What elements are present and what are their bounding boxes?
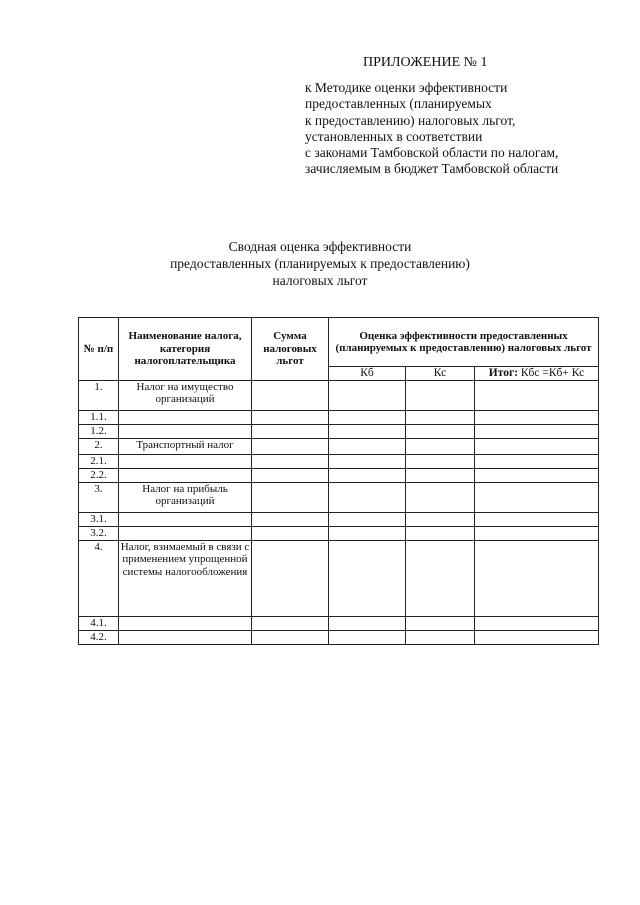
appendix-line: к Методике оценки эффективности (305, 80, 508, 96)
cell-kc (406, 616, 475, 630)
cell-kb (329, 482, 406, 512)
caption-line: Сводная оценка эффективности (228, 239, 412, 254)
cell-kc (406, 438, 475, 454)
cell-total (475, 512, 599, 526)
appendix-block (305, 55, 625, 177)
cell-kc (406, 630, 475, 644)
cell-sum (252, 380, 329, 410)
row-num: 3. (79, 482, 119, 512)
header-total-formula: Кбс =Кб+ Кс (518, 367, 585, 379)
table-row (79, 616, 599, 630)
row-name (119, 454, 252, 468)
cell-total (475, 540, 599, 616)
cell-kb (329, 410, 406, 424)
table-row (79, 630, 599, 644)
header-num: № п/п (79, 318, 119, 381)
cell-kb (329, 512, 406, 526)
cell-kb (329, 616, 406, 630)
cell-total (475, 630, 599, 644)
cell-kc (406, 468, 475, 482)
table-row (79, 424, 599, 438)
cell-kc (406, 424, 475, 438)
appendix-line: предоставленных (планируемых (305, 96, 492, 112)
cell-kc (406, 526, 475, 540)
table-row (79, 454, 599, 468)
header-total-label: Итог: (488, 367, 519, 379)
cell-kb (329, 380, 406, 410)
cell-total (475, 526, 599, 540)
row-name: Налог на прибыль организаций (119, 482, 252, 512)
table-row (79, 410, 599, 424)
cell-sum (252, 482, 329, 512)
cell-sum (252, 424, 329, 438)
caption-line: предоставленных (планируемых к предоставлению) (170, 256, 470, 271)
row-num: 2.2. (79, 468, 119, 482)
cell-sum (252, 410, 329, 424)
cell-total (475, 410, 599, 424)
row-name (119, 410, 252, 424)
caption-line: налоговых льгот (272, 273, 368, 288)
row-num: 1.2. (79, 424, 119, 438)
cell-kc (406, 512, 475, 526)
header-evaluation: Оценка эффективности предоставленных (планируемых к предоставлению) налоговых льгот (329, 318, 599, 367)
row-num: 2. (79, 438, 119, 454)
cell-total (475, 438, 599, 454)
cell-total (475, 468, 599, 482)
cell-kb (329, 424, 406, 438)
row-name (119, 630, 252, 644)
row-name (119, 424, 252, 438)
row-num: 2.1. (79, 454, 119, 468)
cell-total (475, 380, 599, 410)
cell-sum (252, 540, 329, 616)
appendix-line: к предоставлению) налоговых льгот, (305, 112, 516, 128)
table-row (79, 482, 599, 512)
cell-kb (329, 468, 406, 482)
row-num: 4.1. (79, 616, 119, 630)
cell-kb (329, 540, 406, 616)
cell-total (475, 616, 599, 630)
header-sum: Сумма налоговых льгот (252, 318, 329, 381)
cell-kb (329, 454, 406, 468)
appendix-line: с законами Тамбовской области по налогам, (305, 145, 559, 161)
row-name (119, 512, 252, 526)
cell-sum (252, 468, 329, 482)
cell-kc (406, 380, 475, 410)
appendix-line: зачисляемым в бюджет Тамбовской области (305, 161, 559, 177)
summary-table (78, 317, 599, 645)
table-row (79, 540, 599, 616)
row-name (119, 468, 252, 482)
row-name: Транспортный налог (119, 438, 252, 454)
table-row (79, 468, 599, 482)
cell-sum (252, 454, 329, 468)
cell-total (475, 482, 599, 512)
table-row (79, 526, 599, 540)
row-num: 4.2. (79, 630, 119, 644)
row-num: 4. (79, 540, 119, 616)
appendix-title: ПРИЛОЖЕНИЕ № 1 (363, 55, 488, 70)
row-num: 1. (79, 380, 119, 410)
header-kc: Кс (406, 367, 475, 381)
header-name: Наименование налога, категория налогоплательщика (119, 318, 252, 381)
header-total (475, 367, 599, 381)
row-name: Налог, взимаемый в связи с применением упрощенной системы налогообложения (119, 540, 252, 616)
table-row (79, 512, 599, 526)
row-name (119, 616, 252, 630)
table-row (79, 380, 599, 410)
cell-sum (252, 438, 329, 454)
cell-kc (406, 410, 475, 424)
cell-kb (329, 526, 406, 540)
cell-kb (329, 630, 406, 644)
cell-sum (252, 512, 329, 526)
header-kb: Кб (329, 367, 406, 381)
cell-kc (406, 540, 475, 616)
cell-sum (252, 526, 329, 540)
cell-kc (406, 482, 475, 512)
appendix-line: установленных в соответствии (305, 128, 483, 144)
cell-kb (329, 438, 406, 454)
cell-sum (252, 630, 329, 644)
row-num: 3.1. (79, 512, 119, 526)
row-name (119, 526, 252, 540)
table-row (79, 438, 599, 454)
table-caption (120, 238, 520, 289)
cell-total (475, 454, 599, 468)
row-name: Налог на имущество организаций (119, 380, 252, 410)
cell-total (475, 424, 599, 438)
row-num: 1.1. (79, 410, 119, 424)
cell-sum (252, 616, 329, 630)
row-num: 3.2. (79, 526, 119, 540)
cell-kc (406, 454, 475, 468)
